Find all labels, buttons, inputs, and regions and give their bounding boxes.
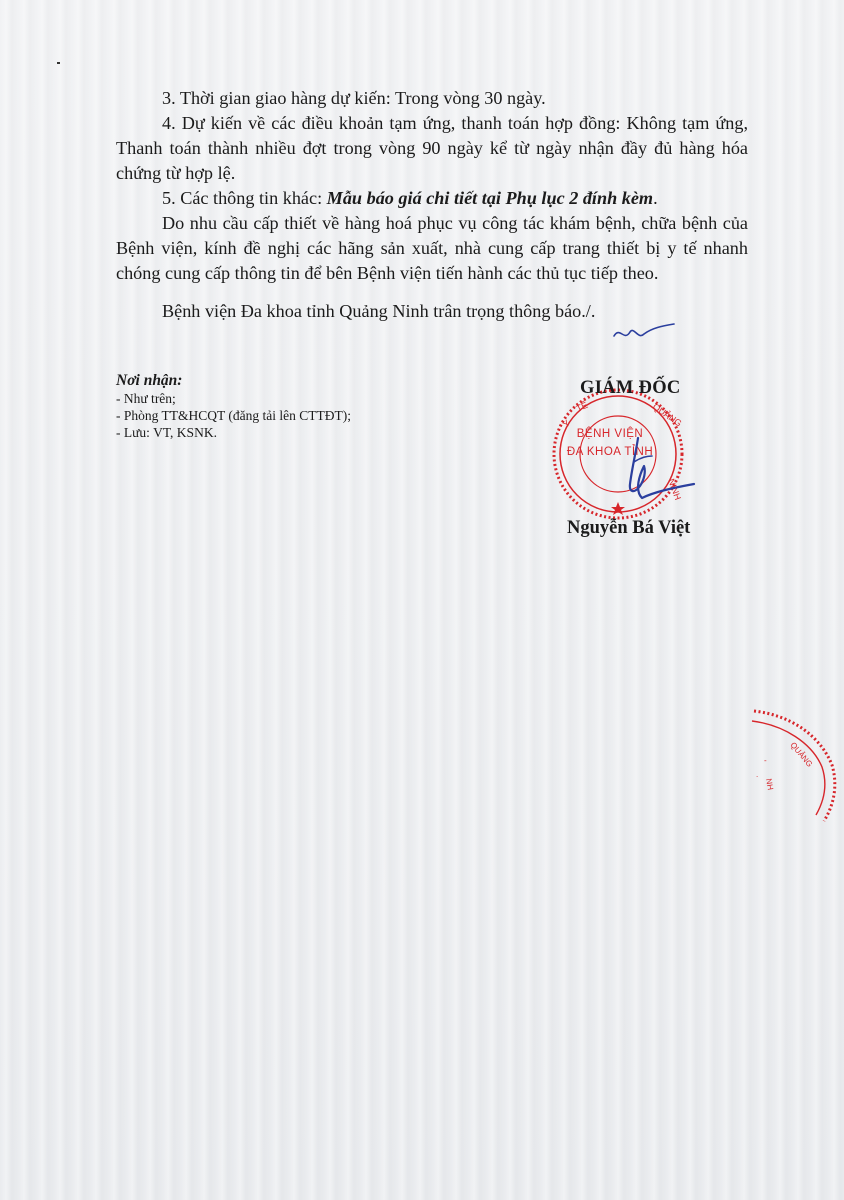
seal-line-2: ĐA KHOA TỈNH — [566, 446, 654, 458]
item-5-prefix: 5. Các thông tin khác: — [162, 188, 327, 208]
item-5-emphasis: Mẫu báo giá chi tiết tại Phụ lục 2 đính kèm — [326, 188, 654, 208]
scan-speck — [57, 62, 60, 64]
svg-text:Y: Y — [560, 418, 572, 430]
svg-text:-: - — [764, 756, 767, 765]
item-5-suffix: . — [653, 188, 658, 208]
partial-seal-stamp-icon — [750, 705, 844, 825]
request-paragraph: Do nhu cầu cấp thiết về hàng hoá phục vụ công tác khám bệnh, chữa bệnh của Bệnh viện, kính đề nghị các hãng sản xuất, nhà cung cấp trang thiết bị y tế nhanh chóng cung cấp thông tin để bên Bệnh viện tiến hành các thủ tục tiếp theo. — [116, 213, 748, 283]
svg-text:NH: NH — [764, 777, 775, 791]
recipient-item: - Lưu: VT, KSNK. — [116, 425, 217, 440]
item-3-delivery-time: 3. Thời gian giao hàng dự kiến: Trong vòng 30 ngày. — [162, 88, 546, 108]
recipients-block — [116, 372, 456, 441]
signature-block — [540, 372, 720, 552]
svg-text:QUẢNG: QUẢNG — [788, 740, 815, 769]
document-body — [116, 86, 748, 324]
item-4-payment-terms: 4. Dự kiến về các điều khoản tạm ứng, thanh toán hợp đồng: Không tạm ứng, Thanh toán thành nhiều đợt trong vòng 90 ngày kể từ ngày nhận đầy đủ hàng hóa chứng từ hợp lệ. — [116, 113, 748, 183]
item-5-other-info — [116, 186, 748, 211]
seal-line-1: BỆNH VIỆN — [576, 428, 644, 440]
signer-name: Nguyễn Bá Việt — [567, 518, 691, 538]
handwritten-signature-icon — [610, 432, 700, 502]
svg-text:NINH: NINH — [666, 477, 684, 502]
svg-text:QUẢNG: QUẢNG — [650, 401, 684, 429]
closing-line: Bệnh viện Đa khoa tỉnh Quảng Ninh trân trọng thông báo./. — [162, 301, 596, 321]
recipients-heading: Nơi nhận: — [116, 372, 183, 389]
svg-text:.: . — [756, 770, 759, 779]
recipient-item: - Phòng TT&HCQT (đăng tải lên CTTĐT); — [116, 408, 351, 423]
initial-mark-icon — [612, 322, 676, 344]
recipient-item: - Như trên; — [116, 391, 176, 406]
svg-text:TẾ: TẾ — [574, 399, 590, 414]
signer-title: GIÁM ĐỐC — [580, 378, 681, 398]
